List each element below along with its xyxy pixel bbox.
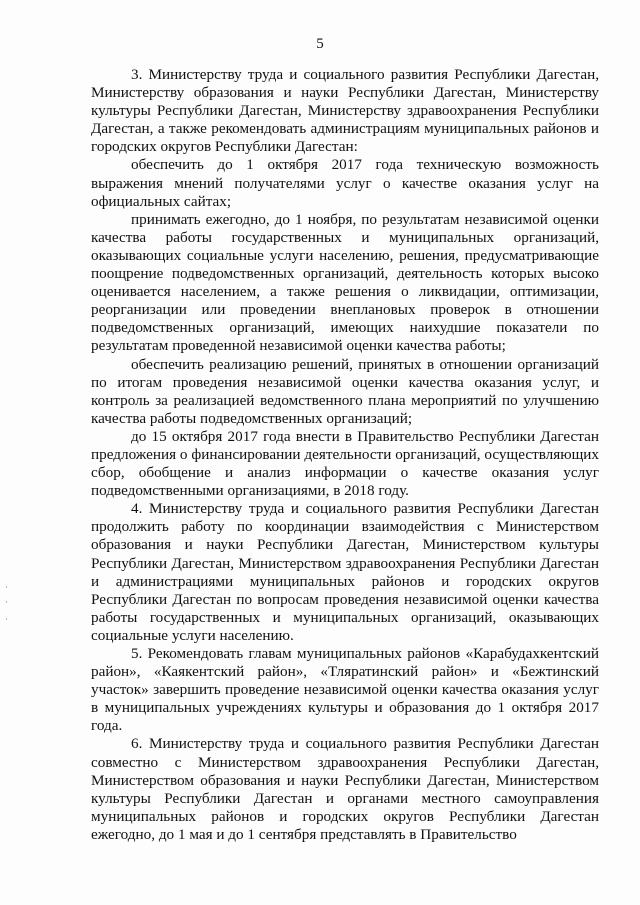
scan-edge-mark — [6, 586, 7, 588]
paragraph-financing-proposals: до 15 октября 2017 года внести в Правительство Республики Дагестан предложения о финансировании деятельности организаций, осуществляющих сбор, обобщение и анализ информации о качестве оказания услуг подведомственными организациями, в 2018 году. — [91, 427, 599, 500]
scan-edge-mark — [6, 601, 7, 603]
page-number: 5 — [316, 36, 324, 52]
paragraph-item-4: 4. Министерству труда и социального развития Республики Дагестан продолжить работу по координации взаимодействия с Министерством образования и науки Республики Дагестан, Министерством культуры Республики Дагестан, Министерством здравоохранения Республики Дагестан и администрациями муниципальных районов и городских округов Республики Дагестан по вопросам проведения независимой оценки качества работы государственных и муниципальных организаций, оказывающих социальные услуги населению. — [91, 500, 599, 644]
paragraph-item-3: 3. Министерству труда и социального развития Республики Дагестан, Министерству образования и науки Республики Дагестан, Министерству культуры Республики Дагестан, Министерству здравоохранения Республики Дагестан, а также рекомендовать администрациям муниципальных районов и городских округов Республики Дагестан: — [91, 66, 599, 156]
scan-edge-mark — [6, 618, 7, 620]
paragraph-item-5: 5. Рекомендовать главам муниципальных районов «Карабудахкентский район», «Каякентский район», «Тляратинский район» и «Бежтинский участок» завершить проведение независимой оценки качества оказания услуг в муниципальных учреждениях культуры и образования до 1 октября 2017 года. — [91, 645, 599, 735]
paragraph-technical-capability: обеспечить до 1 октября 2017 года техническую возможность выражения мнений получателями услуг о качестве оказания услуг на официальных сайтах; — [91, 156, 599, 210]
paragraph-implementation-control: обеспечить реализацию решений, принятых в отношении организаций по итогам проведения независимой оценки качества оказания услуг, и контроль за реализацией ведомственного плана мероприятий по улучшению качества работы подведомственных организаций; — [91, 355, 599, 427]
paragraph-item-6: 6. Министерству труда и социального развития Республики Дагестан совместно с Министерством здравоохранения Республики Дагестан, Министерством образования и науки Республики Дагестан, Министерством культуры Республики Дагестан и органами местного самоуправления муниципальных районов и городских округов Республики Дагестан ежегодно, до 1 мая и до 1 сентября представлять в Правительство — [91, 735, 599, 843]
document-body — [91, 66, 599, 844]
paragraph-annual-decisions: принимать ежегодно, до 1 ноября, по результатам независимой оценки качества работы государственных и муниципальных организаций, оказывающих социальные услуги населению, решения, предусматривающие поощрение подведомственных организаций, деятельность которых высоко оценивается населением, а также решения о ликвидации, оптимизации, реорганизации или проведении внеплановых проверок в отношении подведомственных организаций, имеющих наихудшие показатели по результатам проведенной независимой оценки качества работы; — [91, 210, 599, 355]
